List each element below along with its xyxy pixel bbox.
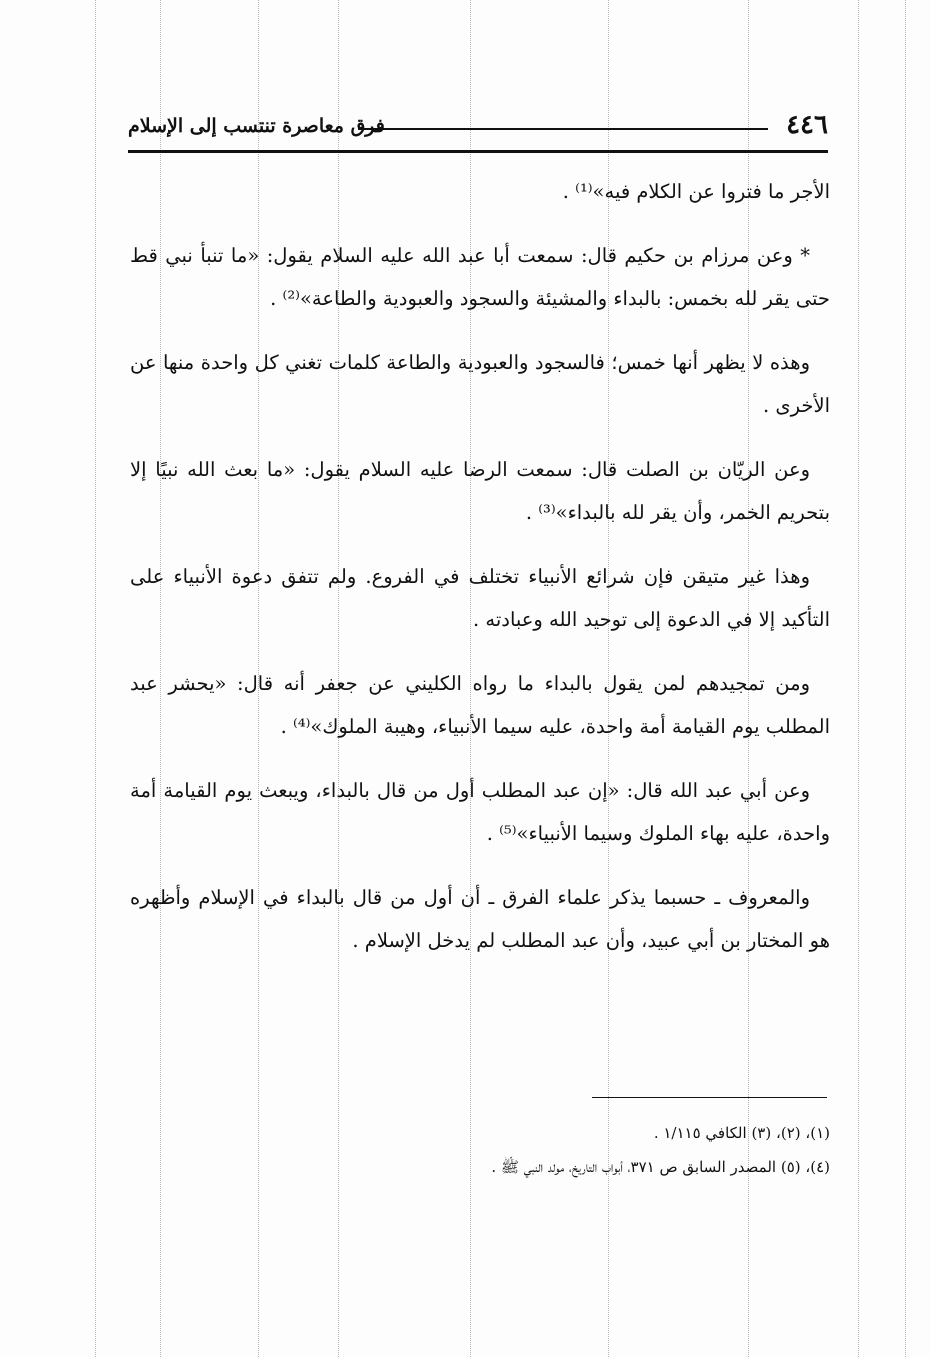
paragraph: وعن أبي عبد الله قال: «إن عبد المطلب أول من قال بالبداء، ويبعث يوم القيامة أمة واحدة، عليه بهاء الملوك وسيما الأنبياء»⁽⁵⁾ . (130, 779, 830, 845)
footnote: (١)، (٢)، (٣) الكافي ١/١١٥ . (653, 1124, 830, 1142)
paragraph: * وعن مرزام بن حكيم قال: سمعت أبا عبد الله عليه السلام يقول: «ما تنبأ نبي قط حتى يقر لله بخمس: بالبداء والمشيئة والسجود والعبودية والطاعة»⁽²⁾ . (130, 244, 830, 310)
scan-dotted-line (95, 0, 96, 1357)
footnotes (130, 1116, 830, 1184)
footnote-separator (592, 1097, 827, 1098)
paragraph: وهذا غير متيقن فإن شرائع الأنبياء تختلف في الفروع. ولم تتفق دعوة الأنبياء على التأكيد إلا في الدعوة إلى توحيد الله وعبادته . (130, 565, 830, 631)
header-rule (128, 150, 828, 153)
paragraph: والمعروف ـ حسبما يذكر علماء الفرق ـ أن أول من قال بالبداء في الإسلام وأظهره هو المختار بن أبي عبيد، وأن عبد المطلب لم يدخل الإسلام . (130, 886, 830, 952)
page-header (128, 108, 828, 152)
paragraph: وهذه لا يظهر أنها خمس؛ فالسجود والعبودية والطاعة كلمات تغني كل واحدة منها عن الأخرى . (130, 351, 830, 417)
page-number: ٤٤٦ (786, 110, 828, 140)
header-dash-line (358, 128, 768, 130)
paragraph: ومن تمجيدهم لمن يقول بالبداء ما رواه الكليني عن جعفر أنه قال: «يحشر عبد المطلب يوم القيامة أمة واحدة، عليه سيما الأنبياء، وهيبة الملوك»⁽⁴⁾ . (130, 672, 830, 738)
scan-dotted-line (858, 0, 859, 1357)
footnote: (٤)، (٥) المصدر السابق ص ٣٧١، أبواب التاريخ، مولد النبي ﷺ . (491, 1158, 830, 1176)
scan-dotted-line (905, 0, 906, 1357)
running-title: فرق معاصرة تنتسب إلى الإسلام (128, 115, 385, 137)
paragraph: الأجر ما فتروا عن الكلام فيه»⁽¹⁾ . (562, 180, 830, 203)
main-text (130, 170, 830, 983)
paragraph: وعن الريّان بن الصلت قال: سمعت الرضا عليه السلام يقول: «ما بعث الله نبيًا إلا بتحريم الخمر، وأن يقر لله بالبداء»⁽³⁾ . (130, 458, 830, 524)
